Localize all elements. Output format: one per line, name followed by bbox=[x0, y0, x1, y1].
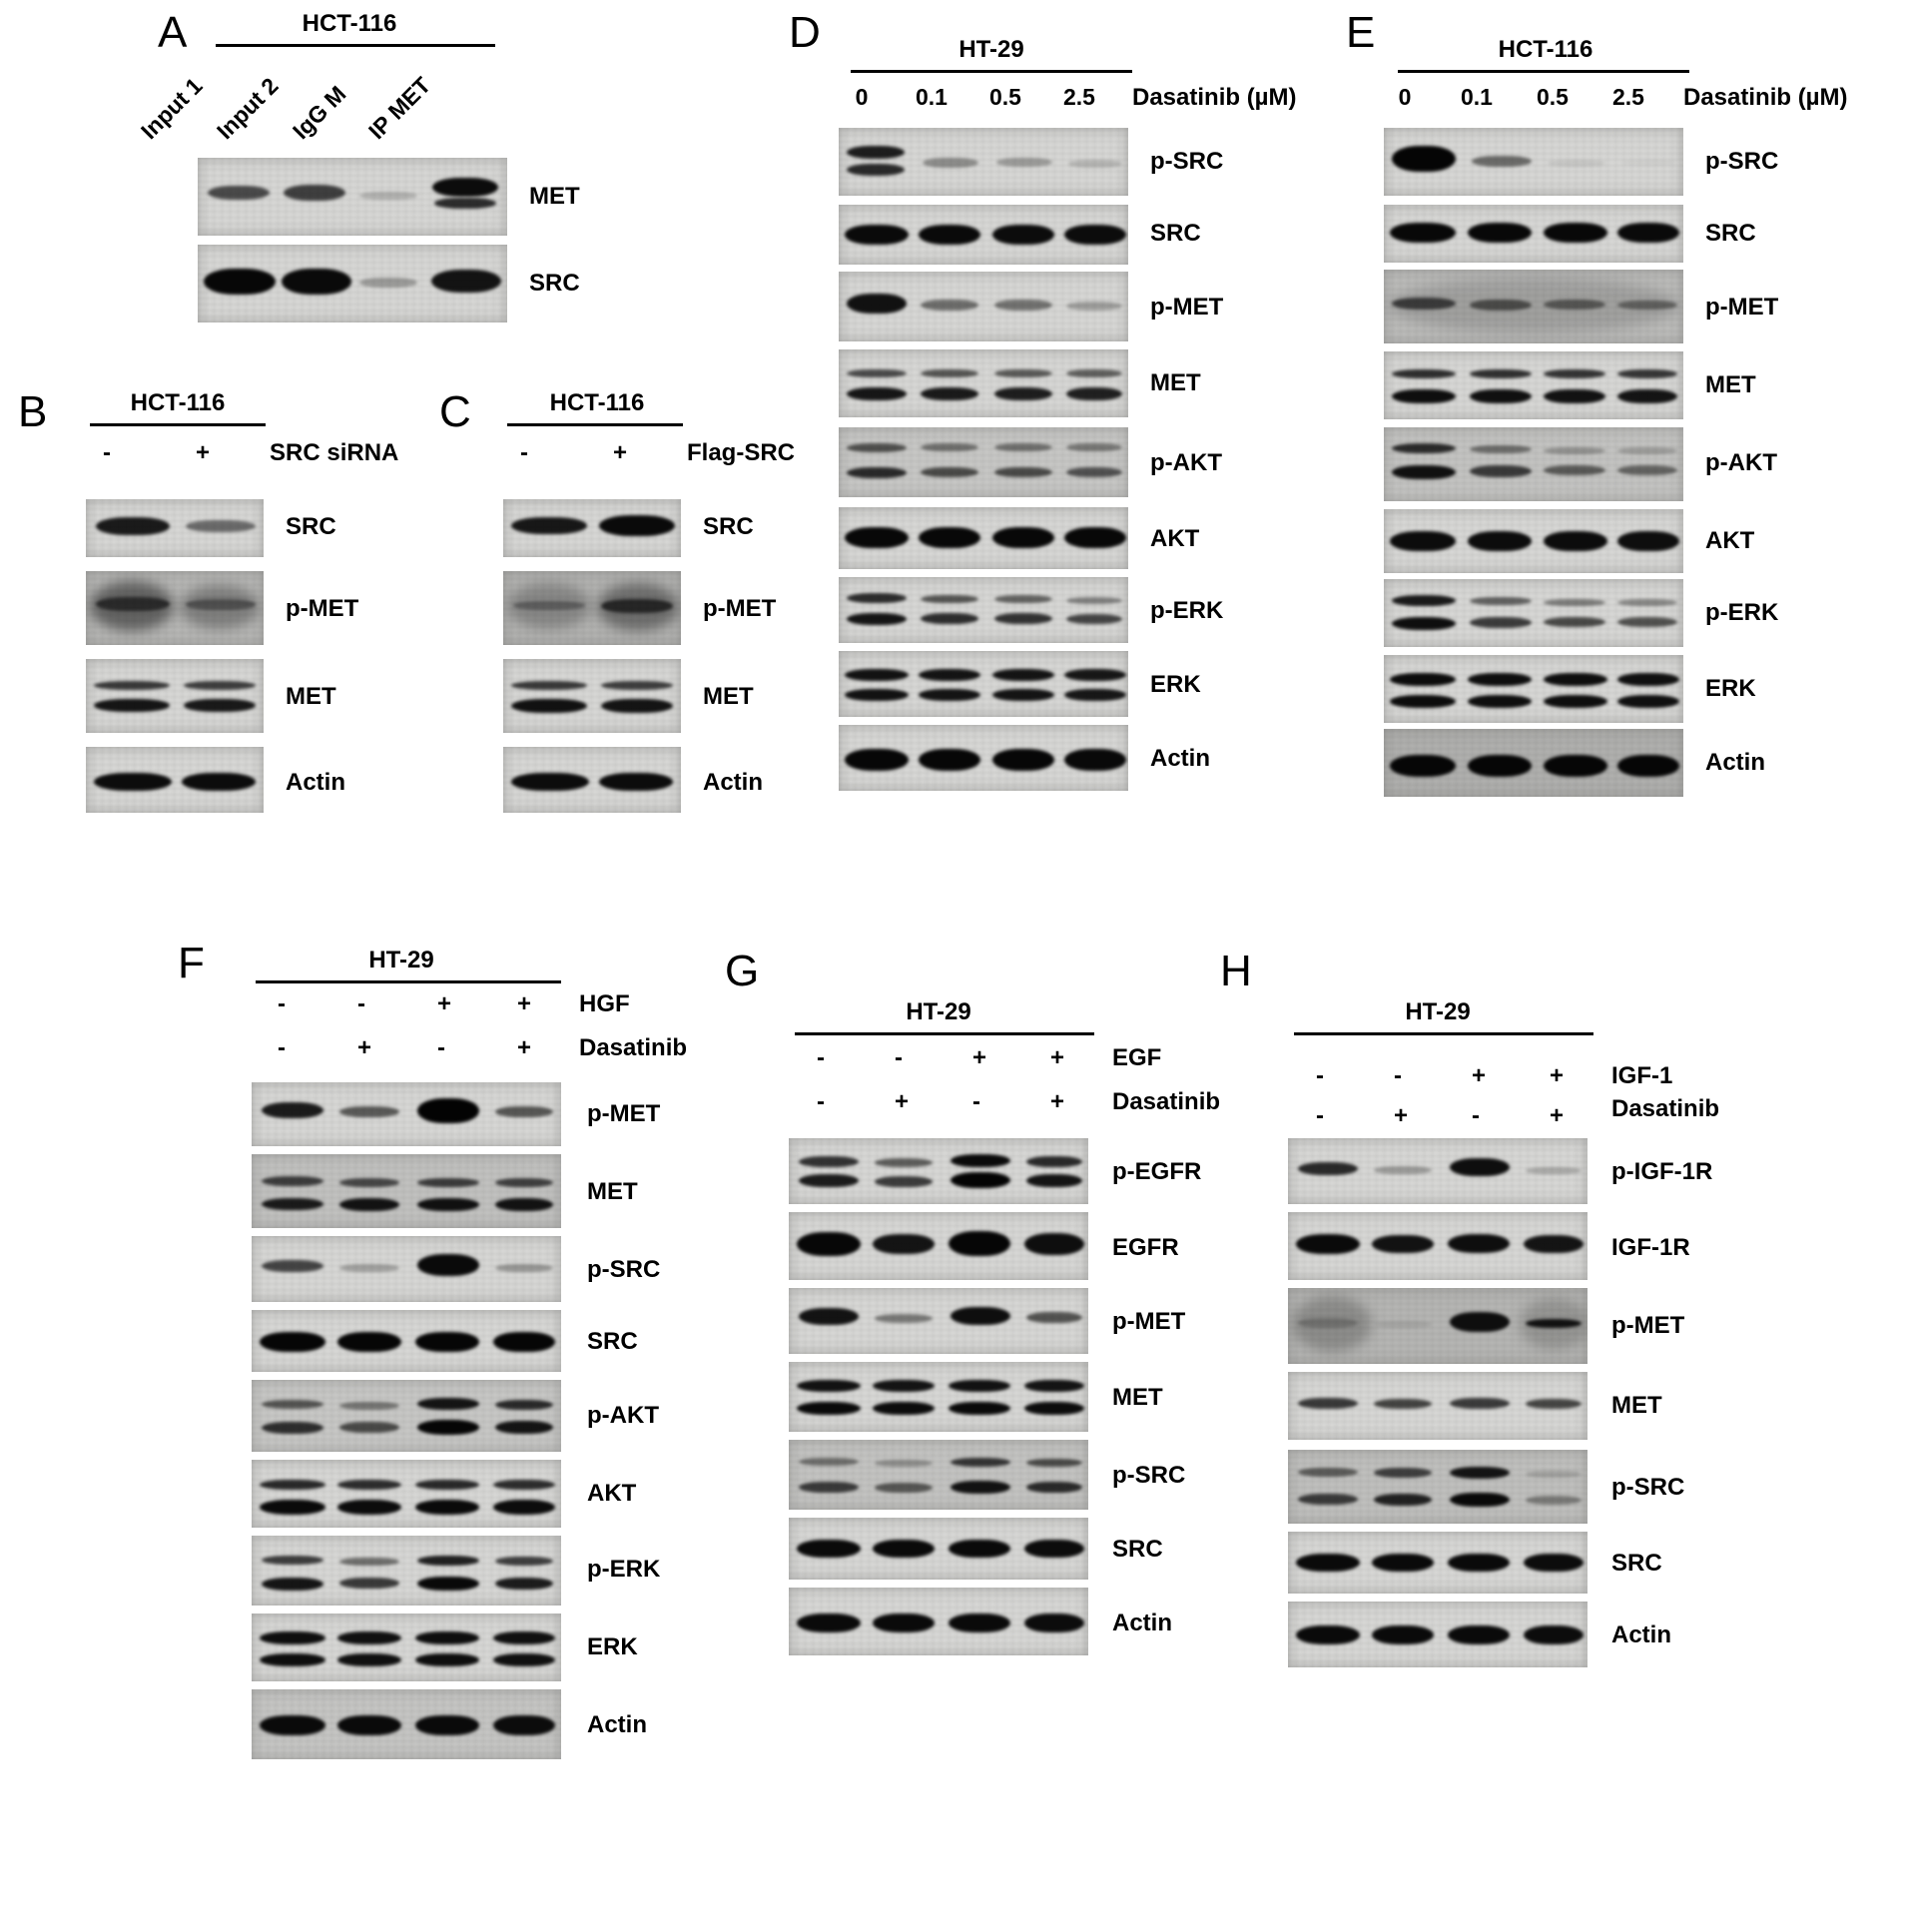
panel-f-title-rule bbox=[256, 980, 561, 983]
panel-f-row-label-p-src: p-SRC bbox=[587, 1256, 661, 1283]
panel-a-lane-label-1: Input 1 bbox=[135, 72, 208, 145]
panel-e-row-label-src: SRC bbox=[1705, 220, 1756, 247]
panel-e-blot-p-src bbox=[1384, 128, 1683, 196]
panel-e-blot-akt bbox=[1384, 509, 1683, 573]
panel-f-cell-line: HT-29 bbox=[368, 947, 434, 973]
panel-letter-f: F bbox=[178, 939, 205, 987]
panel-c-title-rule bbox=[507, 423, 683, 426]
panel-g-blot-src bbox=[789, 1518, 1088, 1580]
panel-d-dose-4: 2.5 bbox=[1063, 84, 1095, 110]
panel-b-title-rule bbox=[90, 423, 266, 426]
panel-d-row-label-akt: AKT bbox=[1150, 525, 1200, 552]
panel-b-cond-1-name: SRC siRNA bbox=[270, 439, 399, 466]
panel-d-blot-met bbox=[839, 349, 1128, 417]
panel-letter-c: C bbox=[439, 387, 471, 436]
panel-e-blot-src bbox=[1384, 205, 1683, 263]
panel-letter-d: D bbox=[789, 8, 821, 57]
panel-d-blot-p-src bbox=[839, 128, 1128, 196]
panel-h-cond-das-lane-2: + bbox=[1394, 1102, 1409, 1129]
panel-h-cell-line: HT-29 bbox=[1405, 998, 1471, 1025]
panel-g-cond-das-lane-3: - bbox=[972, 1088, 980, 1115]
panel-h-blot-met bbox=[1288, 1372, 1588, 1440]
panel-g-cond-egf-name: EGF bbox=[1112, 1044, 1162, 1071]
panel-h-cond-igf-lane-2: - bbox=[1394, 1062, 1402, 1089]
panel-c-row-label-p-met: p-MET bbox=[703, 595, 777, 622]
panel-e-blot-p-erk bbox=[1384, 579, 1683, 647]
panel-f-blot-erk bbox=[252, 1613, 561, 1681]
panel-d-blot-actin bbox=[839, 725, 1128, 791]
panel-f-blot-actin bbox=[252, 1689, 561, 1759]
panel-e-row-label-actin: Actin bbox=[1705, 749, 1765, 776]
panel-h-title-rule bbox=[1294, 1032, 1593, 1035]
panel-f-cond-das-lane-3: - bbox=[437, 1034, 445, 1061]
panel-d-dose-3: 0.5 bbox=[989, 84, 1021, 110]
panel-f-row-label-p-akt: p-AKT bbox=[587, 1402, 659, 1429]
panel-c-cond-1-name: Flag-SRC bbox=[687, 439, 795, 466]
panel-c-cell-line: HCT-116 bbox=[549, 389, 645, 416]
panel-f-blot-p-erk bbox=[252, 1536, 561, 1606]
panel-h-blot-actin bbox=[1288, 1602, 1588, 1667]
panel-e-blot-p-akt bbox=[1384, 427, 1683, 501]
panel-c-row-label-src: SRC bbox=[703, 513, 754, 540]
panel-h-cond-das-lane-3: - bbox=[1472, 1102, 1480, 1129]
panel-b-cell-line: HCT-116 bbox=[130, 389, 226, 416]
panel-e-dose-2: 0.1 bbox=[1461, 84, 1493, 110]
panel-g-row-label-egfr: EGFR bbox=[1112, 1234, 1179, 1261]
panel-h-cond-das-name: Dasatinib bbox=[1611, 1095, 1720, 1122]
panel-f-row-label-p-met: p-MET bbox=[587, 1100, 661, 1127]
panel-a-blot-src bbox=[198, 245, 507, 322]
panel-f-cond-hgf-lane-1: - bbox=[278, 990, 286, 1017]
panel-b-blot-met bbox=[86, 659, 264, 733]
panel-e-blot-met bbox=[1384, 351, 1683, 419]
panel-h-cond-das-lane-1: - bbox=[1316, 1102, 1324, 1129]
panel-e-blot-erk bbox=[1384, 655, 1683, 723]
panel-g-cond-das-name: Dasatinib bbox=[1112, 1088, 1221, 1115]
panel-h-blot-igf1r bbox=[1288, 1212, 1588, 1280]
panel-g-cell-line: HT-29 bbox=[906, 998, 971, 1025]
panel-h-row-label-p-src: p-SRC bbox=[1611, 1474, 1685, 1501]
panel-e-row-label-p-src: p-SRC bbox=[1705, 148, 1779, 175]
panel-c-cond-1-lane-2: + bbox=[613, 439, 628, 466]
panel-a-lane-label-4: IP MET bbox=[362, 71, 436, 145]
panel-f-cond-das-lane-2: + bbox=[357, 1034, 372, 1061]
panel-h-cond-igf-lane-4: + bbox=[1550, 1062, 1565, 1089]
panel-f-row-label-src: SRC bbox=[587, 1328, 638, 1355]
panel-g-cond-egf-lane-4: + bbox=[1050, 1044, 1065, 1071]
panel-f-row-label-met: MET bbox=[587, 1178, 638, 1205]
panel-f-blot-met bbox=[252, 1154, 561, 1228]
panel-g-cond-egf-lane-1: - bbox=[817, 1044, 825, 1071]
panel-h-row-label-actin: Actin bbox=[1611, 1621, 1671, 1648]
panel-f-row-label-actin: Actin bbox=[587, 1711, 647, 1738]
panel-g-row-label-p-egfr: p-EGFR bbox=[1112, 1158, 1202, 1185]
panel-h-cond-igf-lane-3: + bbox=[1472, 1062, 1487, 1089]
panel-a-row-label-src: SRC bbox=[529, 270, 580, 297]
panel-f-cond-das-lane-4: + bbox=[517, 1034, 532, 1061]
panel-e-row-label-p-met: p-MET bbox=[1705, 294, 1779, 321]
panel-d-blot-p-met bbox=[839, 272, 1128, 341]
panel-g-row-label-src: SRC bbox=[1112, 1536, 1163, 1563]
panel-c-blot-met bbox=[503, 659, 681, 733]
panel-g-row-label-met: MET bbox=[1112, 1384, 1163, 1411]
panel-f-row-label-erk: ERK bbox=[587, 1633, 638, 1660]
panel-letter-h: H bbox=[1220, 947, 1252, 995]
panel-f-cond-das-lane-1: - bbox=[278, 1034, 286, 1061]
panel-g-cond-das-lane-1: - bbox=[817, 1088, 825, 1115]
panel-e-dose-1: 0 bbox=[1398, 84, 1412, 110]
panel-d-row-label-p-akt: p-AKT bbox=[1150, 449, 1222, 476]
panel-d-blot-erk bbox=[839, 651, 1128, 717]
panel-f-cond-hgf-lane-4: + bbox=[517, 990, 532, 1017]
panel-d-dose-2: 0.1 bbox=[916, 84, 948, 110]
panel-d-row-label-src: SRC bbox=[1150, 220, 1201, 247]
panel-g-row-label-actin: Actin bbox=[1112, 1610, 1172, 1636]
panel-b-blot-p-met bbox=[86, 571, 264, 645]
panel-a-blot-met bbox=[198, 158, 507, 236]
panel-d-row-label-p-erk: p-ERK bbox=[1150, 597, 1224, 624]
panel-b-blot-actin bbox=[86, 747, 264, 813]
panel-g-blot-actin bbox=[789, 1588, 1088, 1655]
panel-d-row-label-erk: ERK bbox=[1150, 671, 1201, 698]
panel-f-row-label-akt: AKT bbox=[587, 1480, 637, 1507]
panel-f-blot-p-met bbox=[252, 1082, 561, 1146]
panel-a-row-label-met: MET bbox=[529, 183, 580, 210]
panel-h-cond-igf-lane-1: - bbox=[1316, 1062, 1324, 1089]
panel-letter-e: E bbox=[1346, 8, 1376, 57]
panel-c-row-label-met: MET bbox=[703, 683, 754, 710]
panel-d-blot-akt bbox=[839, 507, 1128, 569]
panel-f-blot-akt bbox=[252, 1460, 561, 1528]
panel-f-blot-p-src bbox=[252, 1236, 561, 1302]
panel-f-cond-hgf-lane-3: + bbox=[437, 990, 452, 1017]
panel-d-row-label-actin: Actin bbox=[1150, 745, 1210, 772]
panel-e-row-label-akt: AKT bbox=[1705, 527, 1755, 554]
panel-b-blot-src bbox=[86, 499, 264, 557]
panel-e-blot-p-met bbox=[1384, 270, 1683, 343]
panel-f-blot-p-akt bbox=[252, 1380, 561, 1452]
panel-e-cell-line: HCT-116 bbox=[1498, 36, 1593, 63]
panel-f-cond-hgf-lane-2: - bbox=[357, 990, 365, 1017]
panel-d-dose-label: Dasatinib (µM) bbox=[1132, 84, 1297, 111]
panel-g-cond-das-lane-4: + bbox=[1050, 1088, 1065, 1115]
panel-e-row-label-p-erk: p-ERK bbox=[1705, 599, 1779, 626]
panel-e-title-rule bbox=[1398, 70, 1689, 73]
panel-h-row-label-met: MET bbox=[1611, 1392, 1662, 1419]
panel-d-dose-1: 0 bbox=[855, 84, 869, 110]
panel-f-cond-das-name: Dasatinib bbox=[579, 1034, 688, 1061]
panel-e-row-label-erk: ERK bbox=[1705, 675, 1756, 702]
panel-a-lane-label-3: IgG M bbox=[287, 80, 351, 145]
panel-b-row-label-met: MET bbox=[286, 683, 336, 710]
panel-a-title-rule bbox=[216, 44, 495, 47]
panel-d-row-label-p-met: p-MET bbox=[1150, 294, 1224, 321]
panel-h-blot-src bbox=[1288, 1532, 1588, 1594]
panel-c-row-label-actin: Actin bbox=[703, 769, 763, 796]
panel-g-row-label-p-src: p-SRC bbox=[1112, 1462, 1186, 1489]
panel-g-cond-das-lane-2: + bbox=[895, 1088, 910, 1115]
panel-e-row-label-p-akt: p-AKT bbox=[1705, 449, 1777, 476]
panel-h-cond-das-lane-4: + bbox=[1550, 1102, 1565, 1129]
panel-g-cond-egf-lane-2: - bbox=[895, 1044, 903, 1071]
panel-d-blot-p-akt bbox=[839, 427, 1128, 497]
panel-e-dose-3: 0.5 bbox=[1537, 84, 1569, 110]
panel-h-row-label-src: SRC bbox=[1611, 1550, 1662, 1577]
panel-g-row-label-p-met: p-MET bbox=[1112, 1308, 1186, 1335]
panel-h-row-label-p-igf1r: p-IGF-1R bbox=[1611, 1158, 1713, 1185]
panel-c-blot-p-met bbox=[503, 571, 681, 645]
panel-a-lane-label-2: Input 2 bbox=[211, 72, 284, 145]
panel-g-blot-egfr bbox=[789, 1212, 1088, 1280]
panel-c-blot-actin bbox=[503, 747, 681, 813]
panel-a-cell-line: HCT-116 bbox=[302, 10, 397, 37]
panel-d-row-label-p-src: p-SRC bbox=[1150, 148, 1224, 175]
panel-h-row-label-p-met: p-MET bbox=[1611, 1312, 1685, 1339]
panel-d-row-label-met: MET bbox=[1150, 369, 1201, 396]
panel-d-title-rule bbox=[851, 70, 1132, 73]
panel-h-blot-p-igf1r bbox=[1288, 1138, 1588, 1204]
panel-d-blot-p-erk bbox=[839, 577, 1128, 643]
panel-c-blot-src bbox=[503, 499, 681, 557]
panel-c-cond-1-lane-1: - bbox=[520, 439, 528, 466]
panel-d-blot-src bbox=[839, 205, 1128, 265]
panel-letter-a: A bbox=[158, 8, 188, 57]
panel-f-cond-hgf-name: HGF bbox=[579, 990, 630, 1017]
panel-letter-g: G bbox=[725, 947, 760, 995]
panel-letter-b: B bbox=[18, 387, 48, 436]
panel-d-cell-line: HT-29 bbox=[958, 36, 1024, 63]
panel-b-row-label-src: SRC bbox=[286, 513, 336, 540]
panel-f-blot-src bbox=[252, 1310, 561, 1372]
panel-g-cond-egf-lane-3: + bbox=[972, 1044, 987, 1071]
panel-g-blot-p-egfr bbox=[789, 1138, 1088, 1204]
panel-g-title-rule bbox=[795, 1032, 1094, 1035]
panel-b-row-label-actin: Actin bbox=[286, 769, 345, 796]
panel-b-cond-1-lane-2: + bbox=[196, 439, 211, 466]
panel-b-cond-1-lane-1: - bbox=[103, 439, 111, 466]
panel-g-blot-p-src bbox=[789, 1440, 1088, 1510]
panel-f-row-label-p-erk: p-ERK bbox=[587, 1556, 661, 1583]
panel-g-blot-met bbox=[789, 1362, 1088, 1432]
panel-b-row-label-p-met: p-MET bbox=[286, 595, 359, 622]
panel-h-cond-igf-name: IGF-1 bbox=[1611, 1062, 1673, 1089]
panel-g-blot-p-met bbox=[789, 1288, 1088, 1354]
panel-h-row-label-igf1r: IGF-1R bbox=[1611, 1234, 1690, 1261]
panel-h-blot-p-src bbox=[1288, 1450, 1588, 1524]
panel-e-blot-actin bbox=[1384, 729, 1683, 797]
panel-e-dose-label: Dasatinib (µM) bbox=[1683, 84, 1848, 111]
panel-e-row-label-met: MET bbox=[1705, 371, 1756, 398]
panel-h-blot-p-met bbox=[1288, 1288, 1588, 1364]
panel-e-dose-4: 2.5 bbox=[1612, 84, 1644, 110]
